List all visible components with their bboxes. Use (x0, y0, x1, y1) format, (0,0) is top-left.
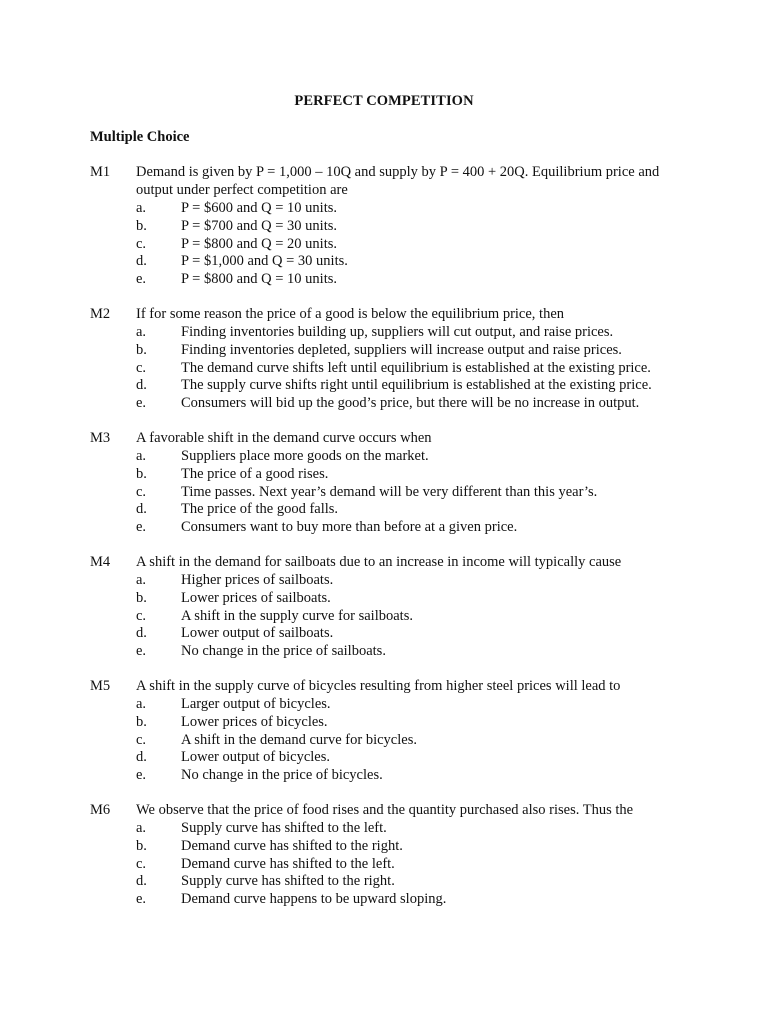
option-text: Lower prices of sailboats. (181, 589, 331, 606)
option-item (0, 252, 768, 270)
option-item (0, 341, 768, 359)
option-letter: a. (136, 323, 147, 340)
question-m4 (0, 553, 768, 660)
option-letter: a. (136, 200, 147, 216)
option-letter: e. (136, 891, 147, 908)
question-number: M5 (90, 677, 111, 694)
option-item (0, 607, 768, 625)
option-letter: b. (136, 837, 147, 854)
option-list (0, 571, 768, 660)
option-text: The demand curve shifts left until equilibrium is established at the existing price. (181, 359, 651, 376)
option-letter: d. (136, 377, 147, 394)
option-text: Consumers want to buy more than before at a given price. (181, 519, 518, 536)
option-letter: e. (136, 767, 147, 784)
option-text: P = $700 and Q = 30 units. (181, 217, 337, 234)
option-item (0, 199, 768, 217)
option-item (0, 890, 768, 908)
question-stem: A favorable shift in the demand curve occurs when (136, 429, 432, 446)
option-list (0, 323, 768, 412)
option-item (0, 837, 768, 855)
option-item (0, 589, 768, 607)
option-letter: a. (136, 447, 147, 464)
option-text: Lower output of sailboats. (181, 625, 334, 642)
option-text: Lower output of bicycles. (181, 749, 330, 766)
option-item (0, 483, 768, 501)
option-text: No change in the price of bicycles. (181, 767, 383, 784)
option-letter: e. (136, 395, 147, 412)
option-text: A shift in the supply curve for sailboats. (181, 607, 413, 624)
option-letter: a. (136, 571, 147, 588)
question-stem: A shift in the demand for sailboats due to an increase in income will typically cause (136, 553, 622, 570)
option-text: The price of the good falls. (181, 501, 339, 518)
option-text: Demand curve happens to be upward sloping. (181, 891, 447, 908)
option-item (0, 872, 768, 890)
section-heading: Multiple Choice (90, 129, 190, 145)
option-list (0, 695, 768, 784)
option-text: No change in the price of sailboats. (181, 643, 386, 660)
question-stem: A shift in the supply curve of bicycles resulting from higher steel prices will lead to (136, 677, 621, 694)
question-m6 (0, 801, 768, 908)
option-item (0, 465, 768, 483)
option-item (0, 270, 768, 288)
option-letter: d. (136, 501, 147, 518)
option-text: P = $1,000 and Q = 30 units. (181, 253, 348, 270)
option-letter: b. (136, 465, 147, 482)
option-item (0, 518, 768, 536)
option-item (0, 624, 768, 642)
option-letter: c. (136, 855, 147, 872)
option-item (0, 642, 768, 660)
question-number: M2 (90, 305, 111, 322)
option-item (0, 447, 768, 465)
option-list (0, 199, 768, 288)
option-letter: e. (136, 643, 147, 660)
option-text: Larger output of bicycles. (181, 695, 331, 712)
option-letter: d. (136, 253, 147, 270)
option-text: Supply curve has shifted to the left. (181, 819, 387, 836)
option-item (0, 359, 768, 377)
option-text: Consumers will bid up the good’s price, but there will be no increase in output. (181, 395, 640, 412)
question-stem: We observe that the price of food rises and the quantity purchased also rises. Thus the (136, 801, 634, 818)
option-item (0, 376, 768, 394)
option-text: Finding inventories building up, suppliers will cut output, and raise prices. (181, 323, 614, 340)
option-text: The price of a good rises. (181, 465, 329, 482)
question-m2 (0, 305, 768, 412)
option-letter: d. (136, 625, 147, 642)
question-number: M4 (90, 553, 111, 570)
option-list (0, 819, 768, 908)
question-number: M6 (90, 801, 111, 818)
option-letter: d. (136, 749, 147, 766)
option-item (0, 713, 768, 731)
option-list (0, 447, 768, 536)
option-letter: b. (136, 589, 147, 606)
document-title: PERFECT COMPETITION (294, 93, 474, 109)
option-text: P = $800 and Q = 20 units. (181, 235, 337, 252)
option-letter: a. (136, 695, 147, 712)
option-letter: d. (136, 873, 147, 890)
option-item (0, 819, 768, 837)
question-m1 (0, 163, 768, 288)
question-m5 (0, 677, 768, 784)
option-item (0, 855, 768, 873)
option-text: Supply curve has shifted to the right. (181, 873, 395, 890)
option-letter: e. (136, 271, 147, 288)
option-text: Time passes. Next year’s demand will be very different than this year’s. (181, 483, 598, 500)
option-text: Demand curve has shifted to the right. (181, 837, 403, 854)
question-stem: Demand is given by P = 1,000 – 10Q and supply by P = 400 + 20Q. Equilibrium price and output under perfect competition are (136, 164, 660, 198)
option-text: P = $600 and Q = 10 units. (181, 200, 337, 216)
option-letter: c. (136, 483, 147, 500)
option-text: P = $800 and Q = 10 units. (181, 271, 337, 288)
option-letter: c. (136, 607, 147, 624)
option-letter: c. (136, 359, 147, 376)
option-letter: b. (136, 217, 147, 234)
option-text: The supply curve shifts right until equilibrium is established at the existing price. (181, 377, 652, 394)
option-item (0, 394, 768, 412)
question-number: M1 (90, 164, 111, 180)
option-text: Demand curve has shifted to the left. (181, 855, 395, 872)
option-letter: b. (136, 341, 147, 358)
option-item (0, 217, 768, 235)
option-item (0, 748, 768, 766)
question-stem: If for some reason the price of a good is below the equilibrium price, then (136, 305, 565, 322)
option-item (0, 571, 768, 589)
option-item (0, 323, 768, 341)
option-letter: c. (136, 731, 147, 748)
option-letter: b. (136, 713, 147, 730)
option-letter: e. (136, 519, 147, 536)
question-list (0, 163, 768, 925)
option-text: Finding inventories depleted, suppliers will increase output and raise prices. (181, 341, 622, 358)
option-text: Suppliers place more goods on the market. (181, 447, 429, 464)
question-number: M3 (90, 429, 111, 446)
option-letter: a. (136, 819, 147, 836)
option-text: Higher prices of sailboats. (181, 571, 334, 588)
option-text: A shift in the demand curve for bicycles. (181, 731, 417, 748)
option-letter: c. (136, 235, 147, 252)
option-item (0, 731, 768, 749)
option-item (0, 766, 768, 784)
option-item (0, 235, 768, 253)
option-text: Lower prices of bicycles. (181, 713, 328, 730)
option-item (0, 500, 768, 518)
question-m3 (0, 429, 768, 536)
option-item (0, 695, 768, 713)
